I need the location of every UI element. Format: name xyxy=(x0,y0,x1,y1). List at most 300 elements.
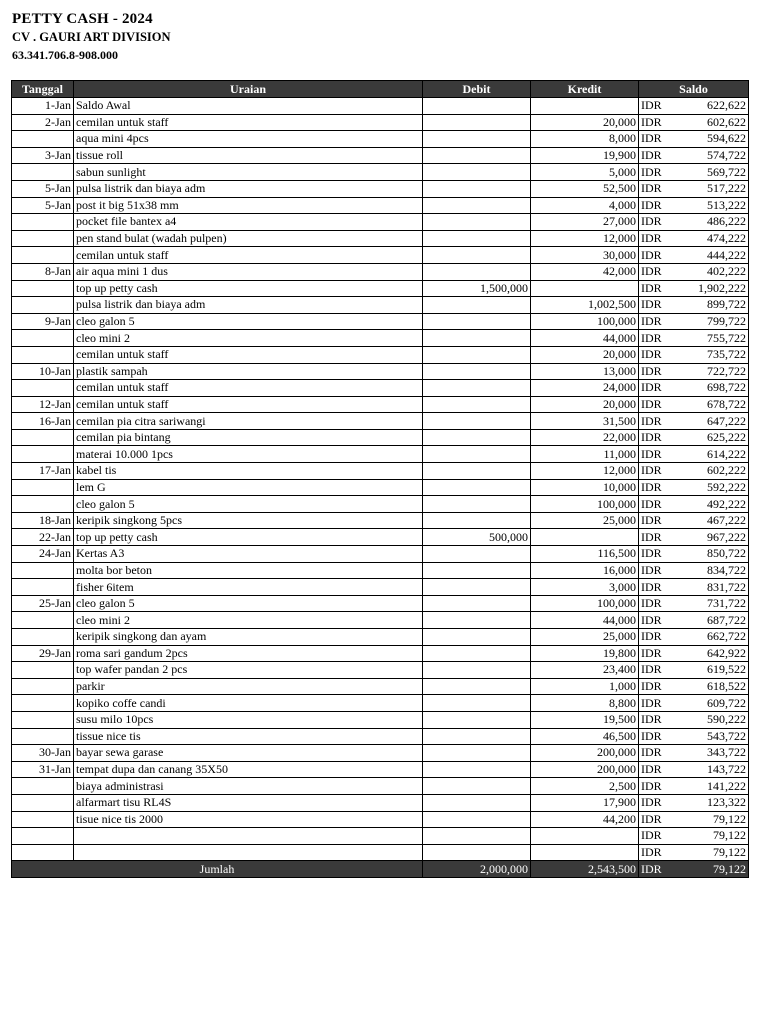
cell-currency: IDR xyxy=(639,794,667,811)
cell-tanggal xyxy=(12,131,74,148)
cell-debit xyxy=(423,678,531,695)
cell-saldo: 594,622 xyxy=(667,131,749,148)
cell-uraian: cleo galon 5 xyxy=(74,313,423,330)
cell-tanggal: 30-Jan xyxy=(12,745,74,762)
cell-tanggal: 8-Jan xyxy=(12,263,74,280)
table-row xyxy=(12,811,749,828)
cell-kredit: 10,000 xyxy=(531,479,639,496)
cell-tanggal: 17-Jan xyxy=(12,463,74,480)
cell-saldo: 513,222 xyxy=(667,197,749,214)
cell-tanggal: 10-Jan xyxy=(12,363,74,380)
cell-saldo: 79,122 xyxy=(667,844,749,861)
cell-uraian: post it big 51x38 mm xyxy=(74,197,423,214)
cell-saldo: 1,902,222 xyxy=(667,280,749,297)
cell-debit xyxy=(423,396,531,413)
cell-currency: IDR xyxy=(639,180,667,197)
cell-saldo: 79,122 xyxy=(667,828,749,845)
table-row xyxy=(12,280,749,297)
cell-saldo: 735,722 xyxy=(667,346,749,363)
cell-uraian: aqua mini 4pcs xyxy=(74,131,423,148)
cell-tanggal xyxy=(12,828,74,845)
cell-tanggal: 16-Jan xyxy=(12,413,74,430)
cell-currency: IDR xyxy=(639,164,667,181)
cell-saldo: 831,722 xyxy=(667,579,749,596)
cell-kredit xyxy=(531,844,639,861)
cell-debit xyxy=(423,728,531,745)
table-row xyxy=(12,164,749,181)
cell-kredit: 200,000 xyxy=(531,761,639,778)
cell-currency: IDR xyxy=(639,197,667,214)
cell-currency: IDR xyxy=(639,230,667,247)
cell-debit xyxy=(423,98,531,115)
cell-kredit: 25,000 xyxy=(531,629,639,646)
cell-saldo: 474,222 xyxy=(667,230,749,247)
cell-kredit: 1,000 xyxy=(531,678,639,695)
cell-currency: IDR xyxy=(639,579,667,596)
cell-uraian: Kertas A3 xyxy=(74,546,423,563)
cell-currency: IDR xyxy=(639,761,667,778)
table-row xyxy=(12,214,749,231)
cell-tanggal xyxy=(12,346,74,363)
cell-kredit xyxy=(531,529,639,546)
cell-debit: 1,500,000 xyxy=(423,280,531,297)
cell-currency: IDR xyxy=(639,413,667,430)
cell-saldo: 569,722 xyxy=(667,164,749,181)
cell-saldo: 698,722 xyxy=(667,380,749,397)
total-saldo: 79,122 xyxy=(667,861,749,878)
document-title: PETTY CASH - 2024 xyxy=(12,11,153,27)
table-row xyxy=(12,579,749,596)
table-row xyxy=(12,230,749,247)
cell-tanggal: 25-Jan xyxy=(12,595,74,612)
cell-saldo: 444,222 xyxy=(667,247,749,264)
cell-currency: IDR xyxy=(639,728,667,745)
cell-currency: IDR xyxy=(639,512,667,529)
cell-uraian: cleo galon 5 xyxy=(74,496,423,513)
table-body xyxy=(12,98,749,861)
cell-uraian: parkir xyxy=(74,678,423,695)
cell-uraian: cemilan untuk staff xyxy=(74,247,423,264)
table-row xyxy=(12,429,749,446)
cell-debit xyxy=(423,180,531,197)
cell-kredit: 23,400 xyxy=(531,662,639,679)
cell-saldo: 647,222 xyxy=(667,413,749,430)
table-row xyxy=(12,98,749,115)
cell-kredit: 19,500 xyxy=(531,711,639,728)
cell-tanggal xyxy=(12,479,74,496)
table-row xyxy=(12,794,749,811)
cell-currency: IDR xyxy=(639,678,667,695)
cell-kredit: 19,800 xyxy=(531,645,639,662)
table-row xyxy=(12,197,749,214)
cell-uraian: biaya administrasi xyxy=(74,778,423,795)
cell-debit xyxy=(423,479,531,496)
cell-currency: IDR xyxy=(639,645,667,662)
cell-kredit: 200,000 xyxy=(531,745,639,762)
cell-kredit: 30,000 xyxy=(531,247,639,264)
cell-debit xyxy=(423,463,531,480)
cell-tanggal xyxy=(12,429,74,446)
cell-uraian: keripik singkong dan ayam xyxy=(74,629,423,646)
cell-uraian: plastik sampah xyxy=(74,363,423,380)
cell-kredit: 24,000 xyxy=(531,380,639,397)
cell-saldo: 602,622 xyxy=(667,114,749,131)
cell-currency: IDR xyxy=(639,844,667,861)
cell-kredit: 17,900 xyxy=(531,794,639,811)
cell-currency: IDR xyxy=(639,546,667,563)
cell-kredit xyxy=(531,828,639,845)
cell-tanggal: 18-Jan xyxy=(12,512,74,529)
cell-kredit: 4,000 xyxy=(531,197,639,214)
cell-currency: IDR xyxy=(639,114,667,131)
cell-tanggal xyxy=(12,778,74,795)
cell-tanggal xyxy=(12,844,74,861)
table-row xyxy=(12,828,749,845)
cell-saldo: 123,322 xyxy=(667,794,749,811)
table-row xyxy=(12,263,749,280)
cell-kredit: 19,900 xyxy=(531,147,639,164)
cell-debit xyxy=(423,197,531,214)
cell-debit xyxy=(423,662,531,679)
cell-debit xyxy=(423,629,531,646)
cell-currency: IDR xyxy=(639,595,667,612)
cell-debit xyxy=(423,745,531,762)
cell-saldo: 590,222 xyxy=(667,711,749,728)
cell-saldo: 143,722 xyxy=(667,761,749,778)
table-row xyxy=(12,346,749,363)
cell-saldo: 687,722 xyxy=(667,612,749,629)
cell-kredit: 3,000 xyxy=(531,579,639,596)
cell-kredit: 20,000 xyxy=(531,114,639,131)
cell-saldo: 799,722 xyxy=(667,313,749,330)
cell-uraian: kabel tis xyxy=(74,463,423,480)
cell-debit xyxy=(423,794,531,811)
cell-debit xyxy=(423,645,531,662)
cell-debit xyxy=(423,247,531,264)
cell-kredit: 12,000 xyxy=(531,463,639,480)
cell-tanggal xyxy=(12,330,74,347)
cell-currency: IDR xyxy=(639,330,667,347)
cell-saldo: 79,122 xyxy=(667,811,749,828)
cell-debit xyxy=(423,131,531,148)
cell-uraian: susu milo 10pcs xyxy=(74,711,423,728)
cell-debit xyxy=(423,413,531,430)
cell-uraian: pulsa listrik dan biaya adm xyxy=(74,180,423,197)
table-row xyxy=(12,463,749,480)
cell-debit xyxy=(423,811,531,828)
cell-debit xyxy=(423,761,531,778)
cell-saldo: 834,722 xyxy=(667,562,749,579)
cell-tanggal xyxy=(12,297,74,314)
cell-currency: IDR xyxy=(639,147,667,164)
cell-kredit: 27,000 xyxy=(531,214,639,231)
cell-debit xyxy=(423,778,531,795)
cell-debit xyxy=(423,297,531,314)
cell-debit xyxy=(423,496,531,513)
total-debit: 2,000,000 xyxy=(423,861,531,878)
cell-saldo: 722,722 xyxy=(667,363,749,380)
cell-currency: IDR xyxy=(639,446,667,463)
cell-debit xyxy=(423,562,531,579)
table-row xyxy=(12,695,749,712)
cell-debit xyxy=(423,380,531,397)
cell-kredit: 13,000 xyxy=(531,363,639,380)
cell-currency: IDR xyxy=(639,247,667,264)
cell-saldo: 402,222 xyxy=(667,263,749,280)
cell-uraian: cemilan pia bintang xyxy=(74,429,423,446)
cell-currency: IDR xyxy=(639,380,667,397)
col-header-tanggal: Tanggal xyxy=(12,81,74,98)
cell-tanggal xyxy=(12,446,74,463)
cell-tanggal: 2-Jan xyxy=(12,114,74,131)
cell-currency: IDR xyxy=(639,297,667,314)
cell-kredit: 44,000 xyxy=(531,612,639,629)
cell-debit xyxy=(423,114,531,131)
cell-uraian xyxy=(74,844,423,861)
cell-tanggal: 5-Jan xyxy=(12,180,74,197)
cell-saldo: 618,522 xyxy=(667,678,749,695)
cell-kredit: 31,500 xyxy=(531,413,639,430)
cell-currency: IDR xyxy=(639,662,667,679)
cell-saldo: 662,722 xyxy=(667,629,749,646)
cell-tanggal xyxy=(12,230,74,247)
cell-debit xyxy=(423,711,531,728)
cell-saldo: 543,722 xyxy=(667,728,749,745)
cell-currency: IDR xyxy=(639,496,667,513)
cell-tanggal xyxy=(12,496,74,513)
cell-kredit: 20,000 xyxy=(531,396,639,413)
cell-tanggal: 3-Jan xyxy=(12,147,74,164)
table-row xyxy=(12,380,749,397)
cell-uraian: tempat dupa dan canang 35X50 xyxy=(74,761,423,778)
col-header-debit: Debit xyxy=(423,81,531,98)
cell-saldo: 343,722 xyxy=(667,745,749,762)
cell-tanggal xyxy=(12,164,74,181)
cell-uraian: cleo mini 2 xyxy=(74,612,423,629)
cell-uraian: pulsa listrik dan biaya adm xyxy=(74,297,423,314)
cell-uraian: cemilan untuk staff xyxy=(74,114,423,131)
table-row xyxy=(12,745,749,762)
cell-saldo: 967,222 xyxy=(667,529,749,546)
cell-debit xyxy=(423,695,531,712)
table-row xyxy=(12,612,749,629)
cell-debit xyxy=(423,313,531,330)
cell-kredit xyxy=(531,98,639,115)
cell-uraian: tissue roll xyxy=(74,147,423,164)
cell-tanggal xyxy=(12,629,74,646)
cell-kredit: 116,500 xyxy=(531,546,639,563)
table-row xyxy=(12,778,749,795)
cell-uraian: tissue nice tis xyxy=(74,728,423,745)
cell-uraian: pen stand bulat (wadah pulpen) xyxy=(74,230,423,247)
table-row xyxy=(12,512,749,529)
cell-currency: IDR xyxy=(639,429,667,446)
cell-kredit: 44,000 xyxy=(531,330,639,347)
cell-kredit: 11,000 xyxy=(531,446,639,463)
col-header-saldo: Saldo xyxy=(639,81,749,98)
cell-kredit: 25,000 xyxy=(531,512,639,529)
cell-tanggal xyxy=(12,280,74,297)
cell-tanggal: 1-Jan xyxy=(12,98,74,115)
cell-kredit: 8,800 xyxy=(531,695,639,712)
cell-uraian: cleo galon 5 xyxy=(74,595,423,612)
cell-debit xyxy=(423,230,531,247)
cell-saldo: 614,222 xyxy=(667,446,749,463)
cell-uraian: cleo mini 2 xyxy=(74,330,423,347)
cell-currency: IDR xyxy=(639,745,667,762)
cell-kredit: 52,500 xyxy=(531,180,639,197)
table-row xyxy=(12,330,749,347)
cell-currency: IDR xyxy=(639,214,667,231)
cell-currency: IDR xyxy=(639,811,667,828)
cell-kredit: 22,000 xyxy=(531,429,639,446)
total-label: Jumlah xyxy=(12,861,423,878)
cell-currency: IDR xyxy=(639,263,667,280)
cell-tanggal xyxy=(12,811,74,828)
cell-currency: IDR xyxy=(639,612,667,629)
cell-currency: IDR xyxy=(639,396,667,413)
cell-saldo: 678,722 xyxy=(667,396,749,413)
cell-saldo: 602,222 xyxy=(667,463,749,480)
cell-uraian: cemilan untuk staff xyxy=(74,346,423,363)
total-row xyxy=(12,861,749,878)
table-row xyxy=(12,728,749,745)
cell-uraian: top up petty cash xyxy=(74,529,423,546)
cell-debit xyxy=(423,330,531,347)
table-row xyxy=(12,396,749,413)
cell-tanggal xyxy=(12,695,74,712)
cell-debit xyxy=(423,147,531,164)
cell-saldo: 850,722 xyxy=(667,546,749,563)
cell-uraian: cemilan untuk staff xyxy=(74,380,423,397)
cell-saldo: 619,522 xyxy=(667,662,749,679)
cell-saldo: 609,722 xyxy=(667,695,749,712)
cell-tanggal xyxy=(12,247,74,264)
table-row xyxy=(12,761,749,778)
cell-debit xyxy=(423,214,531,231)
tax-id: 63.341.706.8-908.000 xyxy=(12,48,118,62)
cell-saldo: 492,222 xyxy=(667,496,749,513)
cell-debit xyxy=(423,844,531,861)
cell-tanggal: 5-Jan xyxy=(12,197,74,214)
cell-saldo: 642,922 xyxy=(667,645,749,662)
cell-uraian: kopiko coffe candi xyxy=(74,695,423,712)
cell-debit xyxy=(423,446,531,463)
cell-uraian: tisue nice tis 2000 xyxy=(74,811,423,828)
cell-uraian: cemilan pia citra sariwangi xyxy=(74,413,423,430)
cell-tanggal xyxy=(12,612,74,629)
cell-debit xyxy=(423,346,531,363)
table-row xyxy=(12,645,749,662)
cell-tanggal xyxy=(12,728,74,745)
table-row xyxy=(12,297,749,314)
cell-tanggal: 31-Jan xyxy=(12,761,74,778)
cell-debit xyxy=(423,263,531,280)
cell-tanggal xyxy=(12,711,74,728)
cell-uraian: alfarmart tisu RL4S xyxy=(74,794,423,811)
cell-debit xyxy=(423,164,531,181)
cell-kredit: 8,000 xyxy=(531,131,639,148)
cell-uraian: fisher 6item xyxy=(74,579,423,596)
cell-currency: IDR xyxy=(639,463,667,480)
cell-currency: IDR xyxy=(639,363,667,380)
cell-uraian: molta bor beton xyxy=(74,562,423,579)
cell-tanggal: 9-Jan xyxy=(12,313,74,330)
cell-currency: IDR xyxy=(639,346,667,363)
cell-kredit: 16,000 xyxy=(531,562,639,579)
cell-tanggal: 29-Jan xyxy=(12,645,74,662)
table-row xyxy=(12,313,749,330)
table-row xyxy=(12,595,749,612)
cell-debit xyxy=(423,546,531,563)
cell-uraian: pocket file bantex a4 xyxy=(74,214,423,231)
total-kredit: 2,543,500 xyxy=(531,861,639,878)
cell-currency: IDR xyxy=(639,695,667,712)
table-row xyxy=(12,844,749,861)
cell-tanggal: 24-Jan xyxy=(12,546,74,563)
cell-uraian xyxy=(74,828,423,845)
cell-debit xyxy=(423,429,531,446)
company-name: CV . GAURI ART DIVISION xyxy=(12,30,171,44)
cell-debit xyxy=(423,512,531,529)
cell-debit xyxy=(423,828,531,845)
cell-tanggal xyxy=(12,678,74,695)
cell-saldo: 141,222 xyxy=(667,778,749,795)
cell-kredit: 12,000 xyxy=(531,230,639,247)
cell-saldo: 592,222 xyxy=(667,479,749,496)
cell-uraian: bayar sewa garase xyxy=(74,745,423,762)
table-row xyxy=(12,247,749,264)
cell-currency: IDR xyxy=(639,131,667,148)
cell-uraian: keripik singkong 5pcs xyxy=(74,512,423,529)
cell-tanggal xyxy=(12,794,74,811)
table-row xyxy=(12,363,749,380)
cell-saldo: 755,722 xyxy=(667,330,749,347)
cell-debit xyxy=(423,579,531,596)
petty-cash-table xyxy=(11,80,749,878)
cell-currency: IDR xyxy=(639,778,667,795)
cell-debit: 500,000 xyxy=(423,529,531,546)
cell-uraian: air aqua mini 1 dus xyxy=(74,263,423,280)
table-row xyxy=(12,446,749,463)
cell-kredit: 44,200 xyxy=(531,811,639,828)
cell-currency: IDR xyxy=(639,98,667,115)
cell-currency: IDR xyxy=(639,280,667,297)
cell-kredit: 100,000 xyxy=(531,496,639,513)
cell-currency: IDR xyxy=(639,711,667,728)
cell-saldo: 467,222 xyxy=(667,512,749,529)
cell-tanggal: 22-Jan xyxy=(12,529,74,546)
col-header-kredit: Kredit xyxy=(531,81,639,98)
cell-kredit xyxy=(531,280,639,297)
table-row xyxy=(12,529,749,546)
cell-uraian: sabun sunlight xyxy=(74,164,423,181)
cell-tanggal xyxy=(12,214,74,231)
col-header-uraian: Uraian xyxy=(74,81,423,98)
cell-currency: IDR xyxy=(639,479,667,496)
cell-tanggal xyxy=(12,562,74,579)
cell-uraian: Saldo Awal xyxy=(74,98,423,115)
table-row xyxy=(12,711,749,728)
cell-currency: IDR xyxy=(639,529,667,546)
cell-currency: IDR xyxy=(639,562,667,579)
cell-uraian: materai 10.000 1pcs xyxy=(74,446,423,463)
cell-uraian: cemilan untuk staff xyxy=(74,396,423,413)
table-row xyxy=(12,180,749,197)
table-row xyxy=(12,131,749,148)
cell-kredit: 46,500 xyxy=(531,728,639,745)
table-row xyxy=(12,496,749,513)
